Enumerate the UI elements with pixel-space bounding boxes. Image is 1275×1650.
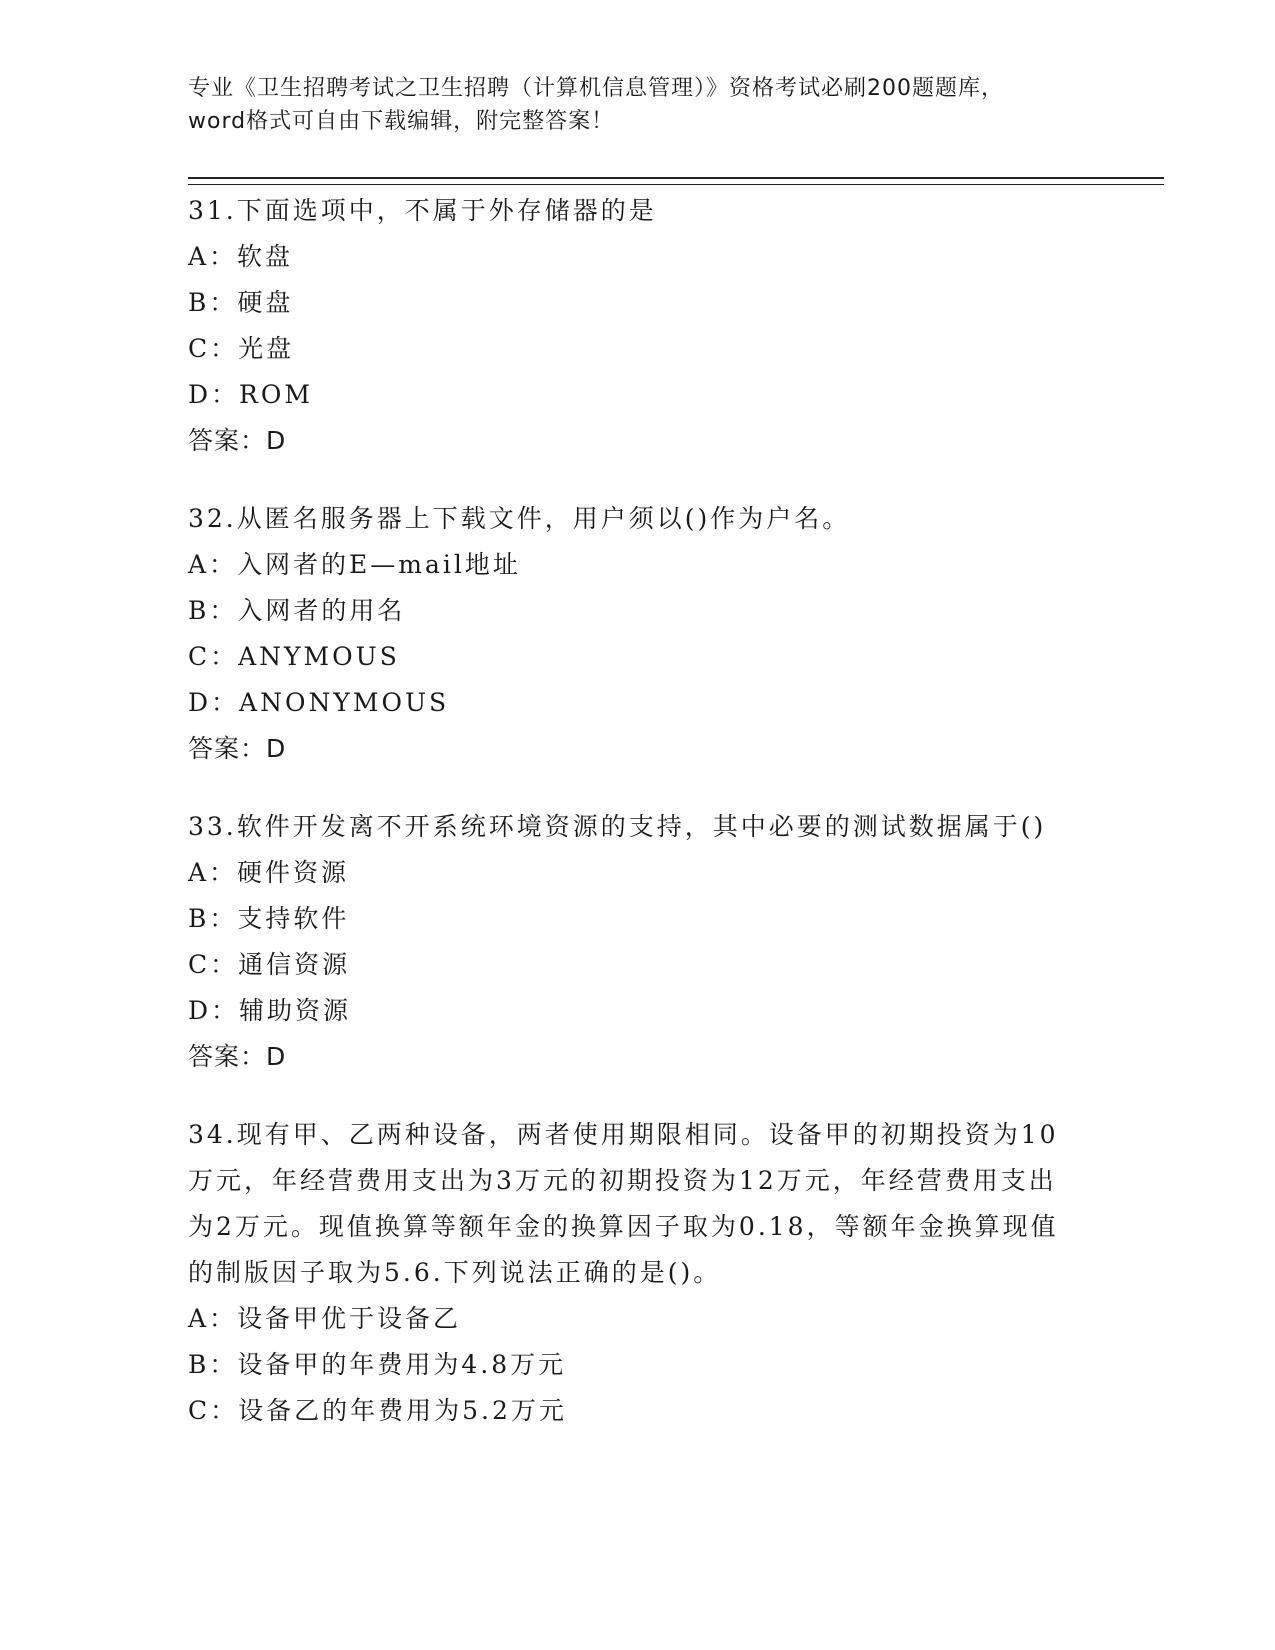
header-divider-thick [188, 177, 1164, 179]
option-b: B：设备甲的年费用为4.8万元 [188, 1350, 567, 1379]
option-c: C：ANYMOUS [188, 642, 400, 671]
question-block [188, 1112, 1088, 1434]
option-c: C：设备乙的年费用为5.2万元 [188, 1396, 567, 1425]
option-d: D：ROM [188, 380, 313, 409]
question-text: 34.现有甲、乙两种设备，两者使用期限相同。设备甲的初期投资为10万元，年经营费用支出为3万元的初期投资为12万元，年经营费用支出为2万元。现值换算等额年金的换算因子取为0.18，等额年金换算现值的制版因子取为5.6.下列说法正确的是()。 [188, 1120, 1059, 1287]
option-a: A：设备甲优于设备乙 [188, 1304, 462, 1333]
header-line-2: word格式可自由下载编辑，附完整答案！ [188, 109, 615, 134]
option-c: C：光盘 [188, 334, 295, 363]
option-d: D：辅助资源 [188, 996, 352, 1025]
option-b: B：支持软件 [188, 904, 350, 933]
answer-label: 答案：D [188, 426, 287, 455]
question-text: 32.从匿名服务器上下载文件，用户须以()作为户名。 [188, 504, 851, 533]
answer-label: 答案：D [188, 734, 287, 763]
question-block [188, 496, 1088, 772]
question-list [188, 188, 1088, 1466]
question-block [188, 188, 1088, 464]
option-a: A：硬件资源 [188, 858, 350, 887]
option-c: C：通信资源 [188, 950, 351, 979]
header-divider-thin [188, 184, 1164, 185]
question-block [188, 804, 1088, 1080]
option-b: B：硬盘 [188, 288, 294, 317]
document-header [188, 72, 1088, 138]
answer-label: 答案：D [188, 1042, 287, 1071]
header-line-1: 专业《卫生招聘考试之卫生招聘（计算机信息管理）》资格考试必刷200题题库， [188, 76, 1004, 101]
option-a: A：软盘 [188, 242, 294, 271]
option-b: B：入网者的用名 [188, 596, 406, 625]
option-d: D：ANONYMOUS [188, 688, 450, 717]
option-a: A：入网者的E—mail地址 [188, 550, 521, 579]
question-text: 33.软件开发离不开系统环境资源的支持，其中必要的测试数据属于() [188, 812, 1047, 841]
question-text: 31.下面选项中，不属于外存储器的是 [188, 196, 657, 225]
